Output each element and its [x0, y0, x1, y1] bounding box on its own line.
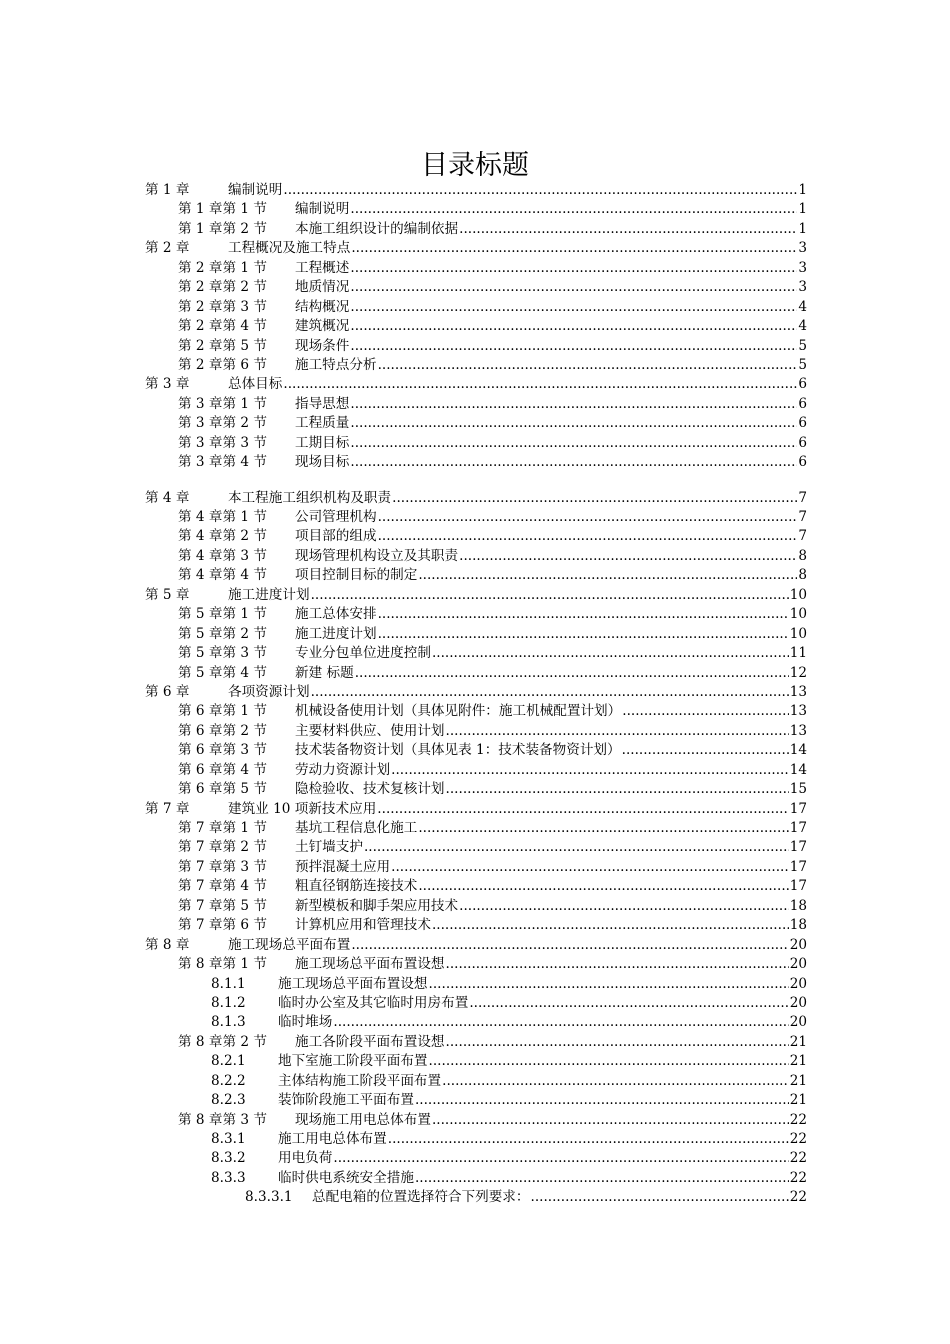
toc-entry[interactable] — [145, 897, 807, 916]
toc-entry-number: 第 5 章 — [145, 586, 190, 603]
dot-leader — [350, 298, 797, 317]
toc-entry-title: 工程概述 — [295, 259, 350, 276]
toc-entry-number: 第 4 章第 1 节 — [178, 509, 267, 525]
toc-entry[interactable] — [145, 586, 807, 605]
toc-entry-page: 17 — [789, 878, 807, 895]
dot-leader — [391, 761, 789, 780]
toc-entry-number: 第 6 章第 2 节 — [178, 722, 267, 739]
dot-leader — [531, 1188, 789, 1207]
toc-entry-page: 6 — [798, 434, 807, 451]
toc-entry[interactable] — [145, 453, 807, 472]
dot-leader — [418, 877, 788, 896]
toc-entry-number: 第 8 章第 1 节 — [178, 956, 267, 973]
toc-entry-number: 8.3.3.1 — [245, 1189, 293, 1206]
toc-entry-number: 第 7 章第 4 节 — [178, 878, 267, 895]
toc-entry-page: 20 — [789, 1014, 807, 1031]
toc-entry-page: 18 — [789, 897, 807, 914]
toc-entry[interactable] — [145, 625, 807, 644]
toc-entry[interactable] — [145, 1091, 807, 1110]
toc-entry-number: 第 8 章第 2 节 — [178, 1033, 267, 1050]
dot-leader — [378, 527, 798, 546]
dot-leader — [333, 1149, 788, 1168]
dot-leader — [378, 356, 798, 375]
dot-leader — [350, 434, 797, 453]
toc-entry[interactable] — [145, 337, 807, 356]
toc-entry[interactable] — [145, 761, 807, 780]
dot-leader — [391, 858, 789, 877]
toc-entry-page: 5 — [798, 337, 807, 354]
toc-entry[interactable] — [145, 220, 807, 239]
toc-entry[interactable] — [145, 877, 807, 896]
toc-entry-title: 编制说明 — [228, 182, 283, 198]
dot-leader — [350, 200, 797, 219]
toc-entry-page: 6 — [798, 415, 807, 432]
toc-entry-page: 22 — [789, 1169, 807, 1186]
toc-entry-title: 施工用电总体布置 — [278, 1131, 387, 1147]
dot-leader — [432, 1111, 789, 1130]
toc-entry-number: 第 5 章第 4 节 — [178, 664, 267, 681]
toc-entry-page: 8 — [798, 547, 807, 564]
dot-leader — [378, 625, 789, 644]
toc-entry[interactable] — [145, 1111, 807, 1130]
toc-entry-title: 总配电箱的位置选择符合下列要求： — [312, 1189, 530, 1206]
toc-entry[interactable] — [145, 298, 807, 317]
toc-entry-page: 10 — [789, 625, 807, 642]
toc-entry-title: 基坑工程信息化施工 — [295, 820, 418, 836]
toc-entry-number: 第 2 章第 4 节 — [178, 318, 267, 335]
toc-entry-number: 第 6 章第 3 节 — [178, 742, 267, 759]
toc-entry-page: 3 — [798, 259, 807, 276]
toc-entry-number: 第 8 章第 3 节 — [178, 1111, 267, 1128]
dot-leader — [446, 955, 789, 974]
toc-entry-page: 8 — [798, 567, 807, 584]
toc-entry-page: 1 — [798, 220, 807, 237]
toc-entry-page: 22 — [789, 1150, 807, 1167]
dot-leader — [392, 489, 797, 508]
toc-entry[interactable] — [145, 683, 807, 702]
toc-entry[interactable] — [145, 489, 807, 508]
toc-entry[interactable] — [145, 838, 807, 857]
dot-leader — [364, 838, 789, 857]
dot-leader — [415, 1091, 789, 1110]
toc-entry-title: 计算机应用和管理技术 — [295, 917, 431, 934]
toc-entry[interactable] — [145, 605, 807, 624]
dot-leader — [388, 1130, 789, 1149]
toc-entry-page: 6 — [798, 454, 807, 471]
toc-entry-title: 施工现场总平面布置 — [228, 936, 351, 953]
toc-entry-title: 建筑业 10 项新技术应用 — [228, 800, 377, 817]
toc-entry[interactable] — [145, 722, 807, 741]
toc-entry-title: 临时办公室及其它临时用房布置 — [278, 994, 469, 1011]
toc-entry-number: 第 2 章第 5 节 — [178, 337, 267, 354]
dot-leader — [418, 819, 788, 838]
toc-entry[interactable] — [145, 278, 807, 297]
dot-leader — [350, 395, 797, 414]
toc-entry-number: 第 7 章第 3 节 — [178, 858, 267, 875]
toc-entry-page: 20 — [789, 956, 807, 973]
toc-entry-number: 第 2 章第 3 节 — [178, 298, 267, 315]
toc-entry-title: 施工总体安排 — [295, 606, 377, 623]
toc-entry-title: 地质情况 — [295, 279, 350, 296]
toc-entry-title: 现场施工用电总体布置 — [295, 1111, 431, 1128]
toc-entry[interactable] — [145, 1149, 807, 1168]
toc-entry-page: 10 — [789, 606, 807, 623]
toc-entry-title: 装饰阶段施工平面布置 — [278, 1092, 414, 1109]
toc-entry-title: 各项资源计划 — [228, 683, 310, 700]
toc-entry-title: 公司管理机构 — [295, 509, 377, 525]
toc-entry[interactable] — [145, 664, 807, 683]
toc-entry-title: 施工现场总平面布置设想 — [278, 975, 428, 992]
toc-entry-title: 主要材料供应、使用计划 — [295, 722, 445, 739]
toc-entry-page: 1 — [798, 201, 807, 218]
toc-entry-title: 新型模板和脚手架应用技术 — [295, 897, 459, 914]
toc-entry-title: 临时堆场 — [278, 1014, 333, 1031]
toc-entry-page: 11 — [789, 645, 807, 662]
toc-entry[interactable] — [145, 702, 807, 721]
dot-leader — [350, 337, 797, 356]
toc-entry-title: 工程质量 — [295, 415, 350, 432]
toc-entry[interactable] — [145, 414, 807, 433]
dot-leader — [378, 605, 789, 624]
toc-entry-page: 12 — [789, 664, 807, 681]
dot-leader — [333, 1013, 788, 1032]
toc-entry[interactable] — [145, 1072, 807, 1091]
toc-entry-number: 8.3.3 — [211, 1169, 246, 1186]
toc-entry-title: 施工进度计划 — [228, 586, 310, 603]
toc-entry-title: 本施工组织设计的编制依据 — [295, 220, 459, 237]
toc-entry[interactable] — [145, 317, 807, 336]
toc-entry-title: 技术装备物资计划（具体见表 1：技术装备物资计划） — [295, 742, 621, 759]
toc-entry-page: 5 — [798, 356, 807, 373]
dot-leader — [415, 1169, 789, 1188]
toc-entry-title: 施工特点分析 — [295, 356, 377, 373]
table-of-contents — [145, 181, 807, 1208]
toc-entry-title: 机械设备使用计划（具体见附件：施工机械配置计划） — [295, 703, 622, 720]
toc-entry-page: 22 — [789, 1131, 807, 1147]
toc-entry-title: 现场目标 — [295, 454, 350, 471]
toc-entry-title: 用电负荷 — [278, 1150, 333, 1167]
toc-entry-number: 第 6 章 — [145, 683, 190, 700]
dot-leader — [378, 508, 798, 527]
dot-leader — [442, 1072, 789, 1091]
dot-leader — [351, 239, 797, 258]
toc-entry-title: 项目部的组成 — [295, 528, 377, 545]
toc-entry-page: 3 — [798, 279, 807, 296]
toc-entry-page: 13 — [789, 683, 807, 700]
dot-leader — [432, 644, 789, 663]
toc-entry[interactable] — [145, 819, 807, 838]
toc-entry-page: 17 — [789, 800, 807, 817]
toc-entry[interactable] — [145, 955, 807, 974]
toc-entry-title: 项目控制目标的制定 — [295, 567, 418, 584]
toc-entry[interactable] — [145, 356, 807, 375]
toc-entry-number: 第 3 章第 1 节 — [178, 395, 267, 412]
toc-entry-title: 现场条件 — [295, 337, 350, 354]
toc-entry[interactable] — [145, 239, 807, 258]
toc-entry[interactable] — [145, 916, 807, 935]
toc-entry[interactable] — [145, 1033, 807, 1052]
toc-entry[interactable] — [145, 644, 807, 663]
dot-leader — [351, 936, 788, 955]
toc-entry-number: 第 2 章第 6 节 — [178, 356, 267, 373]
toc-entry[interactable] — [145, 780, 807, 799]
toc-entry-number: 8.1.3 — [211, 1014, 246, 1031]
toc-entry[interactable] — [145, 200, 807, 219]
toc-entry[interactable] — [145, 1013, 807, 1032]
toc-entry-page: 17 — [789, 820, 807, 836]
toc-entry[interactable] — [145, 547, 807, 566]
toc-entry-number: 第 5 章第 1 节 — [178, 606, 267, 623]
toc-entry[interactable] — [145, 994, 807, 1013]
dot-leader — [469, 994, 788, 1013]
toc-entry-number: 第 3 章 — [145, 376, 190, 393]
toc-entry-title: 指导思想 — [295, 395, 350, 412]
toc-entry-page: 22 — [789, 1111, 807, 1128]
toc-entry[interactable] — [145, 566, 807, 585]
toc-entry-title: 预拌混凝土应用 — [295, 858, 391, 875]
toc-entry-title: 土钉墙支护 — [295, 839, 363, 856]
toc-entry-title: 工程概况及施工特点 — [228, 240, 351, 257]
toc-entry-page: 20 — [789, 936, 807, 953]
toc-entry[interactable] — [145, 1130, 807, 1149]
toc-entry-number: 第 1 章 — [145, 182, 190, 198]
dot-leader — [446, 780, 789, 799]
toc-entry-number: 第 6 章第 4 节 — [178, 761, 267, 778]
dot-leader — [622, 702, 788, 721]
toc-entry[interactable] — [145, 975, 807, 994]
toc-entry-number: 第 2 章第 1 节 — [178, 259, 267, 276]
toc-entry-page: 18 — [789, 917, 807, 934]
toc-entry-page: 22 — [789, 1189, 807, 1206]
toc-entry-title: 结构概况 — [295, 298, 350, 315]
toc-entry-title: 新建 标题 — [295, 664, 354, 681]
toc-entry[interactable] — [145, 936, 807, 955]
toc-entry-page: 13 — [789, 722, 807, 739]
toc-entry-number: 第 4 章第 2 节 — [178, 528, 267, 545]
toc-entry[interactable] — [145, 434, 807, 453]
toc-entry[interactable] — [145, 181, 807, 200]
toc-entry-number: 第 6 章第 1 节 — [178, 703, 267, 720]
toc-entry[interactable] — [145, 259, 807, 278]
toc-entry-title: 施工进度计划 — [295, 625, 377, 642]
toc-entry-title: 建筑概况 — [295, 318, 350, 335]
dot-leader — [311, 586, 789, 605]
toc-entry[interactable] — [145, 508, 807, 527]
dot-leader — [283, 181, 797, 200]
toc-entry-number: 第 5 章第 3 节 — [178, 645, 267, 662]
toc-entry-page: 20 — [789, 975, 807, 992]
toc-entry-title: 临时供电系统安全措施 — [278, 1169, 414, 1186]
toc-entry-page: 14 — [789, 761, 807, 778]
toc-entry-page: 21 — [789, 1092, 807, 1109]
toc-entry[interactable] — [145, 395, 807, 414]
dot-leader — [377, 800, 788, 819]
toc-entry-title: 施工各阶段平面布置设想 — [295, 1033, 445, 1050]
toc-entry-page: 21 — [789, 1072, 807, 1089]
toc-entry-title: 粗直径钢筋连接技术 — [295, 878, 418, 895]
toc-entry[interactable] — [145, 1188, 807, 1207]
toc-entry-page: 10 — [789, 586, 807, 603]
dot-leader — [350, 453, 797, 472]
dot-leader — [459, 220, 797, 239]
toc-entry-page: 15 — [789, 781, 807, 798]
toc-entry-title: 劳动力资源计划 — [295, 761, 391, 778]
toc-entry-page: 17 — [789, 858, 807, 875]
dot-leader — [459, 547, 797, 566]
toc-entry-number: 8.3.1 — [211, 1131, 246, 1147]
dot-leader — [418, 566, 797, 585]
toc-entry-number: 第 7 章第 1 节 — [178, 820, 267, 836]
toc-entry-title: 现场管理机构设立及其职责 — [295, 547, 459, 564]
toc-entry-page: 20 — [789, 994, 807, 1011]
dot-leader — [350, 259, 797, 278]
toc-entry-title: 本工程施工组织机构及职责 — [228, 489, 392, 506]
toc-entry-title: 隐检验收、技术复核计划 — [295, 781, 445, 798]
toc-entry-number: 8.1.1 — [211, 975, 246, 992]
dot-leader — [350, 278, 797, 297]
toc-entry-title: 施工现场总平面布置设想 — [295, 956, 445, 973]
toc-entry-page: 14 — [789, 742, 807, 759]
toc-entry-number: 第 3 章第 3 节 — [178, 434, 267, 451]
toc-entry-page: 7 — [798, 528, 807, 545]
dot-leader — [622, 741, 789, 760]
dot-leader — [350, 317, 797, 336]
toc-entry-number: 第 8 章 — [145, 936, 190, 953]
toc-entry-page: 6 — [798, 395, 807, 412]
toc-entry-page: 7 — [798, 509, 807, 525]
toc-entry-number: 第 3 章第 2 节 — [178, 415, 267, 432]
toc-entry-number: 第 6 章第 5 节 — [178, 781, 267, 798]
dot-leader — [429, 975, 789, 994]
toc-entry-number: 第 2 章 — [145, 240, 190, 257]
dot-leader — [355, 664, 789, 683]
toc-entry-page: 21 — [789, 1053, 807, 1070]
dot-leader — [446, 722, 789, 741]
toc-entry-number: 8.2.1 — [211, 1053, 246, 1070]
toc-entry-number: 8.3.2 — [211, 1150, 246, 1167]
dot-leader — [432, 916, 789, 935]
toc-entry-title: 总体目标 — [228, 376, 283, 393]
toc-entry-title: 编制说明 — [295, 201, 350, 218]
toc-entry-number: 第 7 章第 6 节 — [178, 917, 267, 934]
toc-entry-number: 第 1 章第 1 节 — [178, 201, 267, 218]
toc-entry-number: 8.2.2 — [211, 1072, 246, 1089]
toc-entry[interactable] — [145, 858, 807, 877]
toc-entry-page: 13 — [789, 703, 807, 720]
toc-entry-page: 7 — [798, 489, 807, 506]
toc-entry-number: 第 1 章第 2 节 — [178, 220, 267, 237]
toc-entry-page: 6 — [798, 376, 807, 393]
toc-entry-title: 地下室施工阶段平面布置 — [278, 1053, 428, 1070]
toc-entry-page: 17 — [789, 839, 807, 856]
dot-leader — [350, 414, 797, 433]
toc-entry-page: 4 — [798, 318, 807, 335]
toc-entry-title: 工期目标 — [295, 434, 350, 451]
toc-entry-number: 第 7 章 — [145, 800, 190, 817]
dot-leader — [311, 683, 789, 702]
dot-leader — [283, 375, 797, 394]
toc-entry[interactable] — [145, 800, 807, 819]
toc-entry-title: 主体结构施工阶段平面布置 — [278, 1072, 442, 1089]
dot-leader — [429, 1052, 789, 1071]
toc-entry[interactable] — [145, 527, 807, 546]
toc-entry-number: 第 4 章第 3 节 — [178, 547, 267, 564]
dot-leader — [446, 1033, 789, 1052]
toc-entry-number: 第 4 章 — [145, 489, 190, 506]
toc-entry-page: 3 — [798, 240, 807, 257]
toc-entry-title: 专业分包单位进度控制 — [295, 645, 431, 662]
toc-entry-number: 第 3 章第 4 节 — [178, 454, 267, 471]
toc-entry[interactable] — [145, 1052, 807, 1071]
toc-entry-number: 8.2.3 — [211, 1092, 246, 1109]
toc-entry-number: 8.1.2 — [211, 994, 246, 1011]
page-title: 目录标题 — [421, 150, 529, 181]
toc-entry-number: 第 7 章第 2 节 — [178, 839, 267, 856]
toc-entry-page: 21 — [789, 1033, 807, 1050]
toc-entry-number: 第 5 章第 2 节 — [178, 625, 267, 642]
toc-entry[interactable] — [145, 741, 807, 760]
toc-entry-number: 第 7 章第 5 节 — [178, 897, 267, 914]
toc-entry[interactable] — [145, 375, 807, 394]
toc-entry-number: 第 4 章第 4 节 — [178, 567, 267, 584]
toc-entry-number: 第 2 章第 2 节 — [178, 279, 267, 296]
dot-leader — [459, 897, 789, 916]
toc-entry[interactable] — [145, 1169, 807, 1188]
toc-entry-page: 4 — [798, 298, 807, 315]
toc-entry-page: 1 — [798, 182, 807, 198]
